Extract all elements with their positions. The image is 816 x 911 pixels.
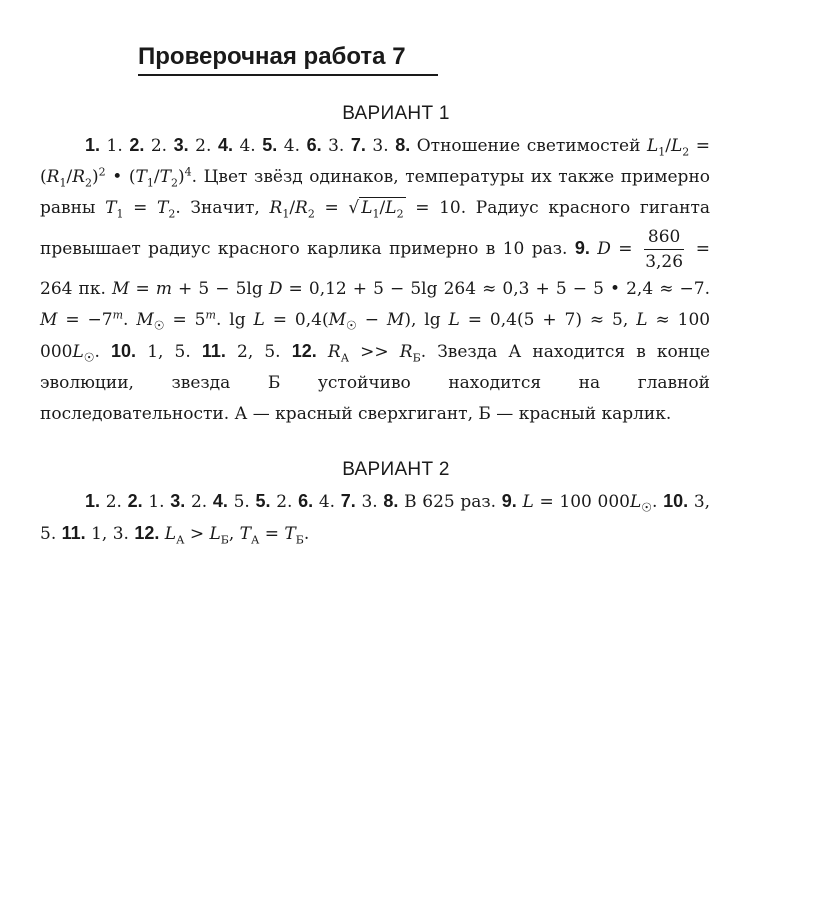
- question-number: 11.: [61, 523, 86, 544]
- question-number: 9.: [501, 491, 517, 511]
- answer-text: = 264 пк.: [40, 238, 710, 299]
- answer-text: В 625 раз.: [404, 492, 497, 512]
- answer-value: 4.: [239, 136, 256, 156]
- answer-text: 1, 5.: [147, 342, 191, 363]
- answer-text: = 5: [172, 309, 206, 330]
- variant-1-short-answers: [85, 136, 395, 156]
- question-number: 1.: [85, 491, 101, 511]
- question-number: 6.: [306, 135, 322, 155]
- sqrt-expression: $L_1/L_2$: [361, 198, 404, 221]
- answer-text: . lg: [215, 309, 246, 330]
- answer-value: 1.: [106, 136, 123, 156]
- variant-2-short-answers: [85, 492, 383, 512]
- answer-value: 4.: [283, 136, 301, 156]
- fraction-numerator: 860: [644, 225, 684, 250]
- answer-text: . Цвет звёзд одинаков, температуры их также примерно равны: [40, 167, 711, 219]
- variant-2-answers: 1. 2. 2. 1. 3. 2. 4. 5. 5. 2. 6. 4. 7. 3. 8. В 625 раз. 9. L = 100 $000L_☉$. 10. 3, 5. 11. 1, 3. 12. $L_А > L_Б$, $T_А = T_Б$.: [40, 491, 711, 547]
- question-number: 5.: [255, 491, 271, 511]
- answer-value: 2.: [195, 136, 212, 156]
- answer-value: 4.: [318, 492, 336, 512]
- answer-text: >: [189, 524, 205, 545]
- answer-text: 2, 5.: [237, 342, 281, 363]
- question-number: 4.: [217, 135, 233, 155]
- question-number: 12.: [134, 523, 160, 544]
- variant-1-heading: ВАРИАНТ 1: [342, 103, 450, 124]
- question-number: 1.: [85, 135, 101, 155]
- question-number: 4.: [212, 491, 228, 511]
- question-number: 7.: [340, 491, 356, 511]
- question-number: 6.: [298, 491, 314, 511]
- question-number: 12.: [291, 341, 317, 362]
- answer-text: 3, 5.: [40, 492, 711, 545]
- question-number: 7.: [350, 135, 366, 155]
- answer-value: 2.: [150, 136, 168, 156]
- question-number: 10.: [111, 341, 137, 362]
- variant-1-answers: 1. 1. 2. 2. 3. 2. 4. 4. 5. 4. 6. 3. 7. 3. 8. Отношение светимостей $L_1/L_2 = (R_1/R_2)^2$ • $(T_1/T_2)^4$. Цвет звёзд одинаков, температуры их также примерно равны $T_1 = T_2$. Значит, $R_1/R_2$ = √ $L_1/L_2 = 10$. Радиус красного гиганта превышает радиус красного карлика примерно в 10 раз. 9. D = $\frac{860}{3,26}$ = 264 пк. M = m + 5 − 5lg D = 0,12 + 5 − 5lg 264 ≈ 0,3 + 5 − 5 • 2,4 ≈ −7. $M = -7^m$. $M_☉ = 5^m$. $\lg L = 0,4(M_☉ - M)$, lg L = 0,4(5 + 7) ≈ 5, L ≈ 100 $000L_☉$. 10. 1, 5. 11. 2, 5. 12. $R_А >> R_Б$. Звезда А находится в конце эволюции, звезда Б устойчиво находится на главной последовательности. А — красный сверхгигант, Б — красный карлик.: [40, 135, 711, 425]
- question-number: 2.: [127, 491, 143, 511]
- answer-value: 1.: [148, 492, 165, 512]
- question-number: 10.: [663, 491, 689, 511]
- variant-2-heading: ВАРИАНТ 2: [342, 459, 450, 480]
- question-number: 9.: [574, 237, 590, 258]
- page-title: Проверочная работа 7: [138, 40, 438, 76]
- question-number: 8.: [383, 491, 399, 511]
- answer-text: = 0,4(5 + 7) ≈ 5,: [467, 309, 629, 330]
- answer-value: 3.: [328, 136, 345, 156]
- answer-text: >>: [360, 342, 389, 363]
- answer-text: Отношение светимостей: [416, 136, 641, 156]
- answer-value: 3.: [361, 492, 378, 512]
- fraction: [644, 225, 684, 274]
- question-number: 3.: [170, 491, 186, 511]
- answer-text: Звезда А находится в конце эволюции, звезда Б устойчиво находится на главной последовательности. А — красный сверхгигант, Б — красный карлик.: [40, 342, 711, 425]
- answer-text: = 0,4(: [272, 309, 329, 330]
- question-number: 5.: [262, 135, 278, 155]
- question-number: 8.: [395, 135, 411, 155]
- answer-text: 1, 3.: [91, 524, 129, 545]
- question-number: 11.: [201, 341, 226, 362]
- answer-text: = 0,12 + 5 − 5lg 264 ≈ 0,3 + 5 − 5 • 2,4 ≈ −7.: [288, 278, 711, 299]
- question-number: 2.: [129, 135, 145, 155]
- answer-text: = −7: [65, 309, 113, 330]
- answer-value: 2.: [190, 492, 208, 512]
- answer-text: = 100 000: [539, 492, 630, 512]
- question-number: 3.: [173, 135, 189, 155]
- answer-text: ≈ 100 000: [40, 309, 711, 363]
- answer-value: 2.: [276, 492, 293, 512]
- answer-text: = 10. Радиус красного гиганта превышает радиус красного карлика примерно в 10 раз.: [40, 198, 711, 259]
- answer-value: 2.: [105, 492, 122, 512]
- fraction-denominator: 3,26: [645, 251, 684, 272]
- answer-value: 5.: [233, 492, 250, 512]
- answer-value: 3.: [372, 136, 389, 156]
- answer-text: . Значит,: [175, 198, 260, 219]
